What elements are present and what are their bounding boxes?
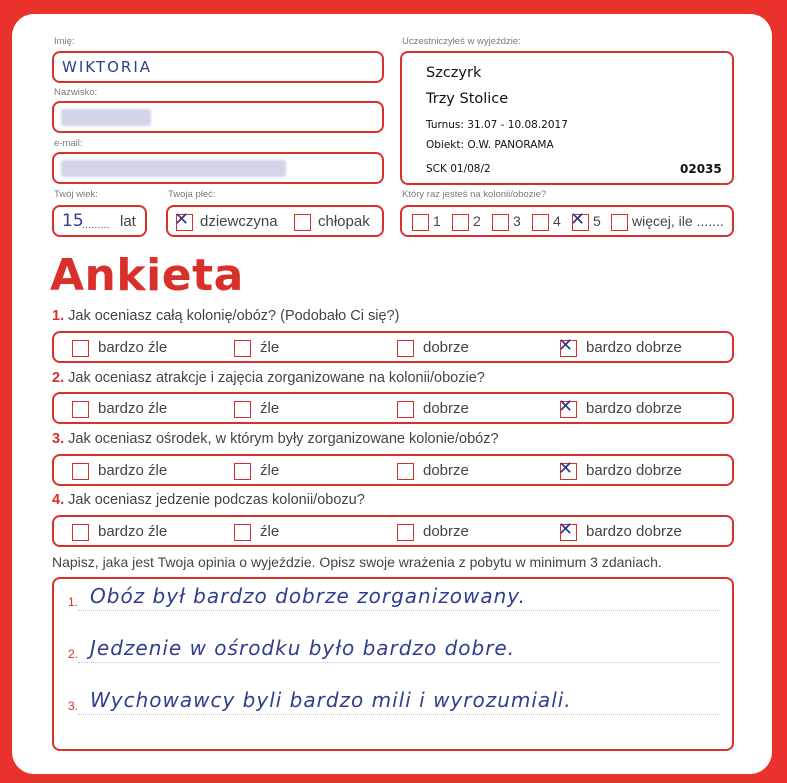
gender-label: Twoja płeć:: [168, 189, 216, 200]
question-1: 1. Jak oceniasz całą kolonię/obóz? (Podobało Ci się?): [52, 308, 400, 324]
question-2: 2. Jak oceniasz atrakcje i zajęcia zorganizowane na kolonii/obozie?: [52, 370, 485, 386]
age-dots: .........: [82, 219, 110, 231]
q4-checkbox-dobrze[interactable]: [397, 524, 414, 541]
q2-checkbox-bardzo-zle[interactable]: [72, 401, 89, 418]
trip-code: SCK 01/08/2: [426, 163, 491, 175]
q1-checkbox-bardzo-zle[interactable]: [72, 340, 89, 357]
q1-checkbox-dobrze[interactable]: [397, 340, 414, 357]
trip-number: 02035: [680, 162, 722, 176]
check-mark-icon: ✕: [558, 458, 574, 479]
survey-sheet: [12, 14, 772, 774]
q2-option-dobrze: dobrze: [423, 400, 469, 417]
q3-checkbox-zle[interactable]: [234, 463, 251, 480]
name-field[interactable]: [52, 51, 384, 83]
q2-option-bardzo-dobrze: bardzo dobrze: [586, 400, 682, 417]
writing-line: [78, 662, 720, 663]
q2-option-zle: źle: [260, 400, 280, 417]
times-field: [400, 205, 734, 237]
age-field[interactable]: [52, 205, 147, 237]
check-mark-icon: ✕: [558, 335, 574, 356]
answer-row-4: [52, 515, 734, 547]
trip-place: Szczyrk: [426, 65, 482, 81]
q1-checkbox-bardzo-dobrze[interactable]: [558, 335, 577, 357]
times-checkbox-4[interactable]: [532, 214, 549, 231]
times-checkbox-2[interactable]: [452, 214, 469, 231]
opinion-answer-2: Jedzenie w ośrodku było bardzo dobre.: [90, 636, 516, 660]
times-option-2: 2: [473, 213, 481, 229]
q1-option-bardzo-zle: bardzo źle: [98, 339, 168, 356]
name-value: WIKTORIA: [62, 58, 153, 76]
opinion-prompt: Napisz, jaka jest Twoja opinia o wyjeździe. Opisz swoje wrażenia z pobytu w minimum 3 zdaniach.: [52, 554, 662, 570]
times-option-5: 5: [593, 213, 601, 229]
gender-field: [166, 205, 384, 237]
email-field[interactable]: [52, 152, 384, 184]
trip-obiekt: Obiekt: O.W. PANORAMA: [426, 139, 554, 151]
times-checkbox-more[interactable]: [611, 214, 628, 231]
writing-line: [78, 610, 720, 611]
writing-line: [78, 714, 720, 715]
q4-checkbox-zle[interactable]: [234, 524, 251, 541]
times-checkbox-3[interactable]: [492, 214, 509, 231]
name-label: Imię:: [54, 36, 75, 47]
answer-row-1: [52, 331, 734, 363]
redacted-email: [61, 160, 286, 177]
q4-option-bardzo-dobrze: bardzo dobrze: [586, 523, 682, 540]
q3-checkbox-dobrze[interactable]: [397, 463, 414, 480]
q1-option-bardzo-dobrze: bardzo dobrze: [586, 339, 682, 356]
q1-option-dobrze: dobrze: [423, 339, 469, 356]
trip-stamp-box: [400, 51, 734, 185]
times-checkbox-5[interactable]: [570, 209, 589, 231]
q4-option-dobrze: dobrze: [423, 523, 469, 540]
email-label: e-mail:: [54, 138, 83, 149]
surname-label: Nazwisko:: [54, 87, 98, 98]
gender-option-chlopak: chłopak: [318, 213, 370, 230]
q3-checkbox-bardzo-dobrze[interactable]: [558, 458, 577, 480]
times-option-3: 3: [513, 213, 521, 229]
q4-option-zle: źle: [260, 523, 280, 540]
page-title: Ankieta: [50, 250, 244, 301]
check-mark-icon: ✕: [570, 209, 586, 230]
redacted-surname: [61, 109, 151, 126]
q2-checkbox-bardzo-dobrze[interactable]: [558, 396, 577, 418]
q1-option-zle: źle: [260, 339, 280, 356]
trip-name: Trzy Stolice: [426, 91, 509, 107]
gender-checkbox-chlopak[interactable]: [294, 214, 311, 231]
opinion-answer-1: Obóz był bardzo dobrze zorganizowany.: [90, 584, 526, 608]
gender-option-dziewczyna: dziewczyna: [200, 213, 278, 230]
question-3: 3. Jak oceniasz ośrodek, w którym były zorganizowane kolonie/obóz?: [52, 431, 499, 447]
times-option-1: 1: [433, 213, 441, 229]
times-label: Który raz jesteś na kolonii/obozie?: [402, 189, 547, 200]
surname-field[interactable]: [52, 101, 384, 133]
q2-checkbox-zle[interactable]: [234, 401, 251, 418]
check-mark-icon: ✕: [558, 396, 574, 417]
q3-checkbox-bardzo-zle[interactable]: [72, 463, 89, 480]
q3-option-bardzo-zle: bardzo źle: [98, 462, 168, 479]
q4-option-bardzo-zle: bardzo źle: [98, 523, 168, 540]
q3-option-bardzo-dobrze: bardzo dobrze: [586, 462, 682, 479]
times-option-4: 4: [553, 213, 561, 229]
q3-option-zle: źle: [260, 462, 280, 479]
check-mark-icon: ✕: [558, 519, 574, 540]
q1-checkbox-zle[interactable]: [234, 340, 251, 357]
age-label: Twój wiek:: [54, 189, 98, 200]
times-option-more: więcej, ile .......: [632, 213, 724, 229]
q2-option-bardzo-zle: bardzo źle: [98, 400, 168, 417]
opinion-answer-3: Wychowawcy byli bardzo mili i wyrozumiali.: [90, 688, 572, 712]
opinion-line-number-3: 3.: [68, 699, 79, 713]
opinion-line-number-1: 1.: [68, 595, 79, 609]
trip-label: Uczestniczyłeś w wyjeździe:: [402, 36, 521, 47]
q4-checkbox-bardzo-zle[interactable]: [72, 524, 89, 541]
answer-row-3: [52, 454, 734, 486]
times-checkbox-1[interactable]: [412, 214, 429, 231]
answer-row-2: [52, 392, 734, 424]
opinion-line-number-2: 2.: [68, 647, 79, 661]
check-mark-icon: ✕: [174, 209, 190, 230]
gender-checkbox-dziewczyna[interactable]: [174, 209, 193, 231]
question-4: 4. Jak oceniasz jedzenie podczas kolonii/obozu?: [52, 492, 365, 508]
age-unit: lat: [120, 213, 136, 230]
trip-turnus: Turnus: 31.07 - 10.08.2017: [426, 119, 568, 131]
q2-checkbox-dobrze[interactable]: [397, 401, 414, 418]
age-value: 15: [62, 211, 84, 231]
q4-checkbox-bardzo-dobrze[interactable]: [558, 519, 577, 541]
q3-option-dobrze: dobrze: [423, 462, 469, 479]
